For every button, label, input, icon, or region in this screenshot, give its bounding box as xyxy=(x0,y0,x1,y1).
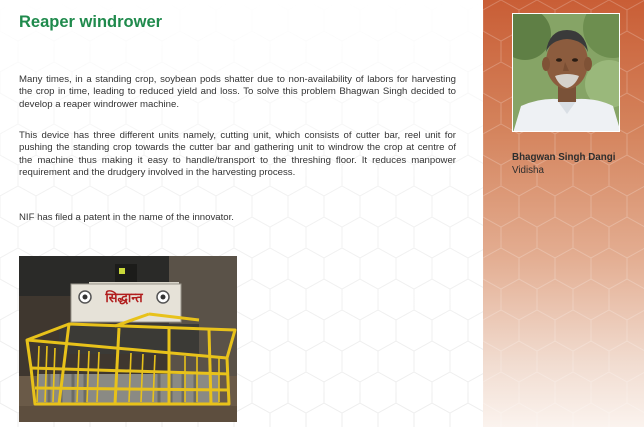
innovator-location: Vidisha xyxy=(512,165,544,176)
reaper-windrower-photo xyxy=(19,256,237,422)
machine-brand-label: सिद्धान्त xyxy=(105,291,143,306)
paragraph-patent: NIF has filed a patent in the name of the innovator. xyxy=(19,212,234,223)
innovator-name: Bhagwan Singh Dangi xyxy=(512,152,616,163)
innovator-sidebar xyxy=(483,0,644,427)
page-title: Reaper windrower xyxy=(19,13,163,31)
innovator-portrait xyxy=(512,13,620,132)
paragraph-problem: Many times, in a standing crop, soybean pods shatter due to non-availability of labors for harvesting the crop in time, leading to reduced yield and loss. To solve this problem Bhagwan Singh decided to develop a reaper windrower machine. xyxy=(19,74,456,110)
paragraph-description: This device has three different units namely, cutting unit, which consists of cutter bar, reel unit for pushing the standing crop towards the cutter bar and gathering unit to windrow the crop at centre of the machine thus making it easy to handle/transport to the threshing floor. It reduces manpower requirement and the drudgery involved in the harvesting process. xyxy=(19,130,456,179)
